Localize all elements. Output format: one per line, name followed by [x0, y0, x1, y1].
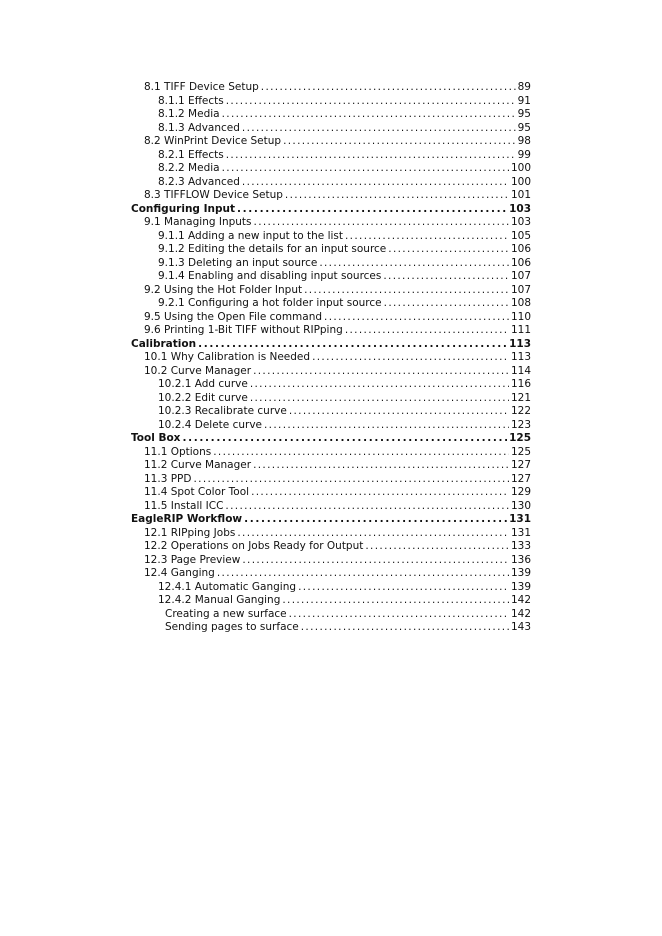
- toc-entry-page-number: 89: [517, 81, 531, 93]
- toc-entry[interactable]: [131, 135, 531, 149]
- dot-leader: [253, 365, 509, 379]
- toc-entry-title: EagleRIP Workflow: [131, 513, 243, 525]
- toc-entry[interactable]: [131, 351, 531, 365]
- dot-leader: [242, 122, 516, 136]
- dot-leader: [289, 608, 509, 622]
- dot-leader: [282, 594, 509, 608]
- dot-leader: [250, 392, 509, 406]
- toc-entry[interactable]: [131, 540, 531, 554]
- toc-entry-title: 8.1.1 Effects: [158, 94, 224, 107]
- toc-entry-page-number: 101: [510, 189, 531, 201]
- toc-entry[interactable]: [131, 162, 531, 176]
- dot-leader: [283, 135, 516, 149]
- toc-entry-page-number: 127: [510, 459, 531, 471]
- toc-entry-title: 11.3 PPD: [144, 472, 192, 485]
- toc-entry[interactable]: [131, 338, 531, 352]
- dot-leader: [301, 621, 509, 635]
- toc-entry-page-number: 107: [510, 283, 531, 296]
- toc-entry-title: 12.3 Page Preview: [144, 553, 241, 566]
- toc-entry[interactable]: [131, 554, 531, 568]
- toc-entry-title: Sending pages to surface: [165, 621, 299, 633]
- toc-entry[interactable]: [131, 419, 531, 433]
- toc-entry[interactable]: [131, 149, 531, 163]
- toc-entry[interactable]: [131, 324, 531, 338]
- toc-entry-title: 8.1.2 Media: [158, 108, 220, 120]
- toc-entry[interactable]: [131, 95, 531, 109]
- toc-entry-title: 10.2.2 Edit curve: [158, 391, 248, 404]
- dot-leader: [345, 324, 509, 338]
- dot-leader: [242, 554, 509, 568]
- toc-entry-title: 8.2 WinPrint Device Setup: [144, 135, 282, 147]
- toc-entry-title: 9.1.2 Editing the details for an input source: [158, 243, 387, 255]
- toc-entry-title: 8.1.3 Advanced: [158, 121, 240, 134]
- toc-entry-page-number: 107: [510, 270, 531, 282]
- toc-entry-page-number: 142: [510, 607, 531, 620]
- toc-entry-title: 9.6 Printing 1-Bit TIFF without RIPping: [144, 324, 343, 336]
- toc-entry-title: 11.1 Options: [144, 445, 212, 458]
- toc-entry-page-number: 139: [510, 580, 531, 593]
- toc-entry-title: 12.1 RIPping Jobs: [144, 526, 236, 539]
- dot-leader: [198, 338, 507, 352]
- toc-entry-page-number: 116: [510, 378, 531, 390]
- toc-entry-page-number: 91: [517, 94, 531, 107]
- toc-entry-title: 11.5 Install ICC: [144, 499, 224, 512]
- toc-entry-page-number: 130: [510, 499, 531, 512]
- toc-entry-page-number: 98: [517, 135, 531, 147]
- toc-entry-title: Calibration: [131, 337, 197, 350]
- dot-leader: [254, 216, 509, 230]
- toc-entry-title: 9.1 Managing Inputs: [144, 216, 252, 228]
- dot-leader: [222, 108, 516, 122]
- toc-entry-page-number: 106: [510, 243, 531, 255]
- toc-entry[interactable]: [131, 270, 531, 284]
- toc-entry-title: 10.2.4 Delete curve: [158, 418, 262, 431]
- toc-entry-title: 12.4.2 Manual Ganging: [158, 594, 281, 606]
- dot-leader: [244, 513, 507, 527]
- toc-entry-page-number: 105: [510, 229, 531, 242]
- dot-leader: [261, 81, 516, 95]
- dot-leader: [253, 459, 509, 473]
- toc-entry-title: Creating a new surface: [165, 607, 287, 620]
- toc-entry-page-number: 129: [510, 486, 531, 498]
- toc-entry-page-number: 113: [509, 337, 531, 350]
- dot-leader: [365, 540, 509, 554]
- toc-entry-title: 12.2 Operations on Jobs Ready for Output: [144, 540, 364, 552]
- toc-entry-page-number: 142: [510, 594, 531, 606]
- toc-entry[interactable]: [131, 176, 531, 190]
- toc-entry-title: 9.1.4 Enabling and disabling input sources: [158, 270, 382, 282]
- toc-entry-page-number: 108: [510, 297, 531, 309]
- toc-entry-page-number: 103: [509, 202, 531, 215]
- toc-entry-title: 11.2 Curve Manager: [144, 459, 252, 471]
- toc-entry[interactable]: [131, 203, 531, 217]
- toc-entry-title: 9.5 Using the Open File command: [144, 310, 323, 323]
- dot-leader: [264, 419, 509, 433]
- toc-entry-title: 12.4 Ganging: [144, 567, 215, 579]
- toc-entry[interactable]: [131, 230, 531, 244]
- dot-leader: [193, 473, 508, 487]
- toc-entry-title: 8.1 TIFF Device Setup: [144, 81, 259, 93]
- dot-leader: [383, 270, 509, 284]
- dot-leader: [242, 176, 509, 190]
- toc-entry-title: 8.2.1 Effects: [158, 148, 224, 161]
- dot-leader: [217, 567, 509, 581]
- toc-entry-title: 10.2.3 Recalibrate curve: [158, 405, 287, 417]
- table-of-contents: [131, 81, 531, 635]
- toc-entry-page-number: 95: [517, 121, 531, 134]
- toc-entry-page-number: 106: [510, 256, 531, 269]
- toc-entry[interactable]: [131, 392, 531, 406]
- toc-entry-page-number: 99: [517, 148, 531, 161]
- toc-entry[interactable]: [131, 621, 531, 635]
- toc-entry[interactable]: [131, 257, 531, 271]
- toc-entry[interactable]: [131, 473, 531, 487]
- toc-entry[interactable]: [131, 243, 531, 257]
- dot-leader: [384, 297, 509, 311]
- toc-entry-page-number: 133: [510, 540, 531, 552]
- toc-entry-page-number: 111: [510, 324, 531, 336]
- dot-leader: [182, 432, 507, 446]
- dot-leader: [319, 257, 509, 271]
- toc-entry-title: 11.4 Spot Color Tool: [144, 486, 250, 498]
- toc-entry[interactable]: [131, 378, 531, 392]
- dot-leader: [226, 95, 516, 109]
- dot-leader: [298, 581, 509, 595]
- toc-entry[interactable]: [131, 297, 531, 311]
- toc-entry-title: 10.2.1 Add curve: [158, 378, 248, 390]
- toc-entry[interactable]: [131, 527, 531, 541]
- dot-leader: [285, 189, 509, 203]
- toc-entry[interactable]: [131, 446, 531, 460]
- dot-leader: [251, 486, 509, 500]
- toc-entry-page-number: 110: [510, 310, 531, 323]
- toc-entry-page-number: 113: [510, 351, 531, 363]
- toc-entry-page-number: 127: [510, 472, 531, 485]
- toc-entry-page-number: 131: [510, 526, 531, 539]
- dot-leader: [312, 351, 509, 365]
- dot-leader: [304, 284, 509, 298]
- toc-entry-title: 10.1 Why Calibration is Needed: [144, 351, 311, 363]
- dot-leader: [213, 446, 509, 460]
- dot-leader: [250, 378, 509, 392]
- toc-entry-title: 9.1.1 Adding a new input to the list: [158, 229, 343, 242]
- toc-entry-title: 8.2.3 Advanced: [158, 175, 240, 188]
- toc-entry[interactable]: [131, 311, 531, 325]
- toc-entry[interactable]: [131, 486, 531, 500]
- dot-leader: [289, 405, 509, 419]
- toc-entry-page-number: 100: [510, 175, 531, 188]
- toc-entry[interactable]: [131, 459, 531, 473]
- toc-entry-page-number: 121: [510, 391, 531, 404]
- toc-entry[interactable]: [131, 567, 531, 581]
- toc-entry-page-number: 95: [517, 108, 531, 120]
- toc-entry[interactable]: [131, 365, 531, 379]
- toc-entry-page-number: 125: [510, 445, 531, 458]
- dot-leader: [222, 162, 509, 176]
- toc-entry-page-number: 122: [510, 405, 531, 417]
- toc-entry[interactable]: [131, 216, 531, 230]
- toc-entry-title: 8.2.2 Media: [158, 162, 220, 174]
- toc-entry-page-number: 131: [509, 513, 531, 525]
- toc-entry[interactable]: [131, 108, 531, 122]
- dot-leader: [324, 311, 509, 325]
- dot-leader: [237, 203, 507, 217]
- toc-entry[interactable]: [131, 189, 531, 203]
- toc-entry-page-number: 139: [510, 567, 531, 579]
- toc-entry-page-number: 125: [509, 432, 531, 444]
- toc-entry[interactable]: [131, 81, 531, 95]
- dot-leader: [225, 500, 509, 514]
- dot-leader: [226, 149, 516, 163]
- dot-leader: [237, 527, 509, 541]
- toc-entry[interactable]: [131, 432, 531, 446]
- dot-leader: [388, 243, 509, 257]
- toc-entry-title: Tool Box: [131, 432, 181, 444]
- toc-entry-title: 10.2 Curve Manager: [144, 364, 252, 377]
- toc-entry-title: 8.3 TIFFLOW Device Setup: [144, 189, 283, 201]
- toc-entry[interactable]: [131, 405, 531, 419]
- toc-entry-title: Configuring Input: [131, 202, 235, 215]
- toc-entry[interactable]: [131, 284, 531, 298]
- toc-entry-page-number: 114: [510, 364, 531, 377]
- toc-entry[interactable]: [131, 608, 531, 622]
- toc-entry[interactable]: [131, 581, 531, 595]
- toc-entry-title: 9.1.3 Deleting an input source: [158, 256, 318, 269]
- toc-entry-page-number: 143: [510, 621, 531, 633]
- toc-entry-page-number: 123: [510, 418, 531, 431]
- toc-entry[interactable]: [131, 500, 531, 514]
- dot-leader: [345, 230, 509, 244]
- toc-entry[interactable]: [131, 513, 531, 527]
- toc-entry[interactable]: [131, 122, 531, 136]
- toc-entry[interactable]: [131, 594, 531, 608]
- toc-entry-title: 9.2 Using the Hot Folder Input: [144, 283, 303, 296]
- toc-entry-page-number: 103: [510, 216, 531, 228]
- toc-entry-page-number: 136: [510, 553, 531, 566]
- toc-entry-title: 9.2.1 Configuring a hot folder input source: [158, 297, 382, 309]
- toc-entry-title: 12.4.1 Automatic Ganging: [158, 580, 297, 593]
- toc-entry-page-number: 100: [510, 162, 531, 174]
